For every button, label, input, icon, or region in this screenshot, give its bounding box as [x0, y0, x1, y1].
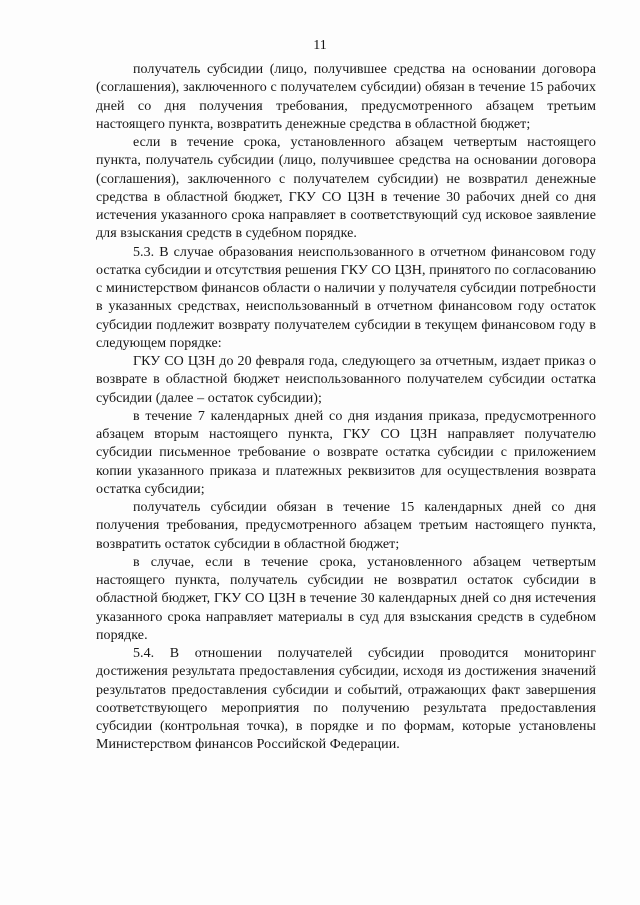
paragraph-section-5-3: 5.3. В случае образования неиспользованного в отчетном финансовом году остатка субсидии и отсутствия решения ГКУ СО ЦЗН, принятого по согласованию с министерством финансов области о наличии у получателя субсидии потребности в указанных средствах, неиспользованный в отчетном финансовом году остаток субсидии подлежит возврату получателем субсидии в текущем финансовом году в следующем порядке:	[96, 244, 596, 351]
paragraph-order-issue: ГКУ СО ЦЗН до 20 февраля года, следующего за отчетным, издает приказ о возврате в областной бюджет неиспользованного получателем субсидии остатка субсидии (далее – остаток субсидии);	[96, 354, 596, 406]
paragraph-recipient-obligation: получатель субсидии (лицо, получившее средства на основании договора (соглашения), заключенного с получателем субсидии) обязан в течение 15 рабочих дней со дня получения требования, предусмотренного абзацем третьим настоящего пункта, возвратить денежные средства в областной бюджет;	[96, 62, 596, 132]
page-number: 11	[313, 38, 327, 53]
paragraph-return-obligation: получатель субсидии обязан в течение 15 календарных дней со дня получения требования, предусмотренного абзацем третьим настоящего пункта, возвратить остаток субсидии в областной бюджет;	[96, 500, 596, 552]
page-body	[96, 61, 596, 755]
paragraph-court-claim: если в течение срока, установленного абзацем четвертым настоящего пункта, получатель субсидии (лицо, получившее средства на основании договора (соглашения), заключенного с получателем субсидии) не возвратил денежные средства в областной бюджет, ГКУ СО ЦЗН в течение 30 рабочих дней со дня истечения указанного срока направляет в соответствующий суд исковое заявление для взыскания средств в судебном порядке.	[96, 135, 596, 242]
paragraph-section-5-4: 5.4. В отношении получателей субсидии проводится мониторинг достижения результата предоставления субсидии, исходя из достижения значений результатов предоставления субсидии и событий, отражающих факт завершения соответствующего мероприятия по получению результата предоставления субсидии (контрольная точка), в порядке и по формам, которые установлены Министерством финансов Российской Федерации.	[96, 646, 596, 753]
paragraph-written-demand: в течение 7 календарных дней со дня издания приказа, предусмотренного абзацем вторым настоящего пункта, ГКУ СО ЦЗН направляет получателю субсидии письменное требование о возврате остатка субсидии с приложением копии указанного приказа и платежных реквизитов для осуществления возврата остатка субсидии;	[96, 408, 596, 497]
paragraph-court-materials: в случае, если в течение срока, установленного абзацем четвертым настоящего пункта, получатель субсидии не возвратил остаток субсидии в областной бюджет, ГКУ СО ЦЗН в течение 30 календарных дней со дня истечения указанного срока направляет материалы в суд для взыскания средств в судебном порядке.	[96, 554, 596, 643]
